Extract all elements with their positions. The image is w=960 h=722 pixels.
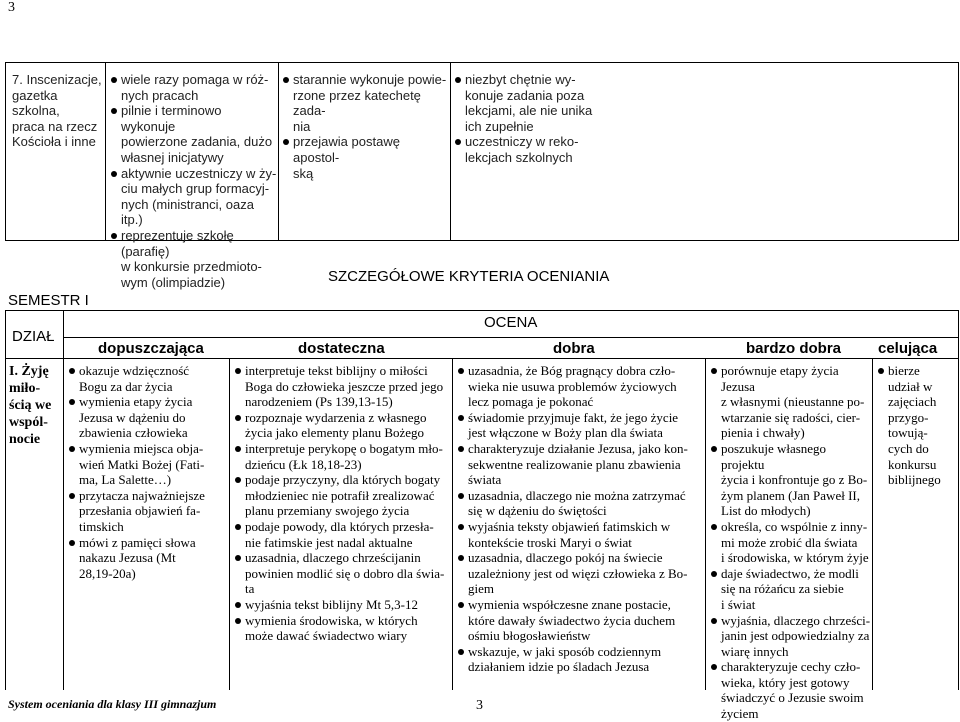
list-item-line: poszukuje własnego projektu bbox=[721, 440, 827, 472]
list-item-line: własnej inicjatywy bbox=[121, 149, 224, 165]
list-item-line: nia bbox=[293, 118, 311, 134]
col-celujaca bbox=[878, 363, 956, 488]
text-line: 7. Inscenizacje, bbox=[12, 72, 102, 87]
bullet-list bbox=[69, 363, 227, 581]
list-item-line: pilnie i terminowo wykonuje bbox=[121, 103, 222, 134]
list-item-line: daje świadectwo, że modli bbox=[721, 565, 859, 581]
list-item-line: powierzone zadania, dużo bbox=[121, 134, 273, 150]
list-item-line: powinien modlić się o dobro dla świa- bbox=[245, 565, 445, 581]
list-item-line: Bogu za dar życia bbox=[79, 378, 173, 394]
col-bardzo-dobra bbox=[711, 363, 871, 722]
list-item-line: wiele razy pomaga w róż- bbox=[121, 72, 269, 87]
list-item-line: biblijnego bbox=[888, 472, 941, 488]
text-line: praca na rzecz bbox=[12, 118, 98, 134]
list-item-line: uczestniczy w reko- bbox=[465, 134, 579, 150]
list-item bbox=[458, 644, 704, 675]
list-item-line: zajęciach bbox=[888, 394, 937, 410]
col-dobra bbox=[458, 363, 704, 675]
top-col4 bbox=[455, 72, 605, 166]
list-item bbox=[69, 363, 227, 394]
list-item bbox=[455, 134, 605, 165]
list-item-line: ich zupełnie bbox=[465, 118, 534, 134]
bullet-list bbox=[235, 363, 451, 644]
list-item-line: może dawać świadectwo wiary bbox=[245, 628, 408, 644]
list-item-line: rzone przez katechetę zada- bbox=[293, 87, 421, 119]
list-item-line: nych pracach bbox=[121, 87, 199, 103]
list-item-line: zbawienia człowieka bbox=[79, 425, 188, 441]
list-item-line: uzależniony jest od więzi człowieka z Bo- bbox=[468, 565, 688, 581]
list-item-line: podaje powody, dla których przesła- bbox=[245, 518, 434, 534]
list-item-line: interpretuje perykopę o bogatym mło- bbox=[245, 440, 443, 456]
list-item bbox=[711, 441, 871, 519]
list-item bbox=[235, 550, 451, 597]
list-item-line: List do młodych) bbox=[721, 503, 811, 519]
list-item-line: 28,19-20a) bbox=[79, 565, 136, 581]
list-item-line: z własnymi (nieustanne po- bbox=[721, 394, 865, 410]
list-item-line: wieka nie usuwa problemów życiowych bbox=[468, 378, 677, 394]
footer-page-number: 3 bbox=[476, 698, 483, 713]
grade-dopuszczajaca: dopuszczająca bbox=[98, 340, 204, 357]
list-item bbox=[458, 550, 704, 597]
text-line: wspól- bbox=[9, 415, 48, 430]
grade-dostateczna: dostateczna bbox=[298, 340, 385, 357]
list-item-line: bierze bbox=[888, 363, 920, 378]
list-item-line: wymienia środowiska, w których bbox=[245, 612, 418, 628]
list-item-line: Jezusa w dążeniu do bbox=[79, 409, 186, 425]
list-item bbox=[111, 228, 277, 290]
list-item bbox=[458, 410, 704, 441]
grade-bardzo-dobra: bardzo dobra bbox=[746, 340, 842, 357]
list-item-line: dzieńcu (Łk 18,18-23) bbox=[245, 456, 362, 472]
list-item bbox=[235, 441, 451, 472]
list-item-line: świata bbox=[468, 472, 502, 488]
list-item bbox=[69, 535, 227, 582]
list-item-line: planu przemiany swojego życia bbox=[245, 503, 410, 519]
list-item-line: janin jest odpowiedzialny za bbox=[721, 628, 870, 644]
list-item bbox=[711, 659, 871, 721]
text-line: Kościoła i inne bbox=[12, 134, 96, 150]
list-item-line: towują- bbox=[888, 425, 928, 441]
list-item-line: ską bbox=[293, 165, 314, 181]
list-item-line: w konkursie przedmioto- bbox=[121, 259, 262, 275]
list-item bbox=[111, 103, 277, 165]
list-item-line: i środowiska, w którym żyje bbox=[721, 550, 869, 566]
list-item bbox=[711, 566, 871, 613]
list-item bbox=[69, 394, 227, 441]
list-item-line: określa, co wspólnie z inny- bbox=[721, 518, 868, 534]
list-item-line: charakteryzuje działanie Jezusa, jako kon- bbox=[468, 440, 688, 456]
text-line: gazetka szkolna, bbox=[12, 87, 60, 119]
text-line: nocie bbox=[9, 432, 41, 447]
text-line: ścią we bbox=[9, 398, 52, 413]
list-item bbox=[235, 597, 451, 613]
list-item bbox=[235, 363, 451, 410]
col-dostateczna bbox=[235, 363, 451, 644]
ocena-label: OCENA bbox=[484, 314, 538, 331]
list-item bbox=[235, 410, 451, 441]
list-item-line: mówi z pamięci słowa bbox=[79, 534, 196, 550]
dzial-label: DZIAŁ bbox=[12, 328, 55, 345]
list-item-line: niezbyt chętnie wy- bbox=[465, 72, 576, 87]
text-line: miło- bbox=[9, 381, 41, 396]
list-item-line: wyjaśnia teksty objawień fatimskich w bbox=[468, 518, 671, 534]
grade-celujaca: celująca bbox=[878, 340, 938, 357]
list-item bbox=[235, 613, 451, 644]
list-item-line: konuje zadania poza bbox=[465, 87, 585, 103]
list-item-line: ma, La Salette…) bbox=[79, 472, 172, 488]
list-item-line: lekcjach szkolnych bbox=[465, 149, 573, 165]
top-col2 bbox=[111, 72, 277, 290]
list-item-line: życia i konfrontuje go z Bo- bbox=[721, 472, 868, 488]
list-item-line: nie fatimskie jest nadal aktualne bbox=[245, 534, 413, 550]
list-item-line: uzasadnia, dlaczego pokój na świecie bbox=[468, 550, 663, 566]
list-item-line: wtarzanie się radości, cier- bbox=[721, 409, 861, 425]
list-item-line: wyjaśnia, dlaczego chrześci- bbox=[721, 612, 871, 628]
list-item-line: które dawały świadectwo życia duchem bbox=[468, 612, 676, 628]
list-item bbox=[458, 441, 704, 488]
list-item-line: wień Matki Bożej (Fati- bbox=[79, 456, 205, 472]
list-item-line: interpretuje tekst biblijny o miłości bbox=[245, 363, 428, 378]
list-item-line: i świat bbox=[721, 596, 756, 612]
list-item-line: jest włączone w Boży plan dla świata bbox=[468, 425, 663, 441]
text-line: I. Żyję bbox=[9, 364, 49, 379]
section-title bbox=[9, 363, 61, 448]
bullet-list bbox=[455, 72, 605, 166]
list-item-line: rozpoznaje wydarzenia z własnego bbox=[245, 409, 427, 425]
semester-label: SEMESTR I bbox=[8, 292, 89, 309]
bullet-list bbox=[711, 363, 871, 722]
list-item-line: udział w bbox=[888, 378, 933, 394]
list-item-line: kontekście troski Maryi o świat bbox=[468, 534, 632, 550]
list-item bbox=[458, 597, 704, 644]
list-item-line: wieka, który jest gotowy bbox=[721, 674, 850, 690]
list-item-line: nakazu Jezusa (Mt bbox=[79, 550, 176, 566]
list-item-line: wymienia miejsca obja- bbox=[79, 440, 204, 456]
list-item bbox=[235, 472, 451, 519]
list-item-line: timskich bbox=[79, 518, 124, 534]
list-item-line: życia jako elementy planu Bożego bbox=[245, 425, 425, 441]
list-item-line: mi może zrobić dla świata bbox=[721, 534, 858, 550]
list-item bbox=[458, 363, 704, 410]
col-dopuszczajaca bbox=[69, 363, 227, 581]
bullet-list bbox=[111, 72, 277, 290]
list-item-line: ciu małych grup formacyj- bbox=[121, 181, 270, 197]
list-item bbox=[69, 441, 227, 488]
list-item-line: ośmiu błogosławieństw bbox=[468, 628, 591, 644]
list-item bbox=[283, 72, 449, 134]
list-item bbox=[69, 488, 227, 535]
list-item-line: wiarę innych bbox=[721, 643, 789, 659]
list-item bbox=[458, 488, 704, 519]
page-number-top: 3 bbox=[8, 0, 15, 15]
list-item-line: porównuje etapy życia Jezusa bbox=[721, 363, 839, 394]
list-item-line: uzasadnia, dlaczego chrześcijanin bbox=[245, 550, 421, 566]
list-item bbox=[711, 613, 871, 660]
list-item-line: wymienia etapy życia bbox=[79, 394, 193, 410]
list-item-line: cych do bbox=[888, 440, 929, 456]
list-item-line: przygo- bbox=[888, 409, 929, 425]
list-item-line: okazuje wdzięczność bbox=[79, 363, 190, 378]
list-item-line: lecz pomaga je pokonać bbox=[468, 394, 594, 410]
list-item-line: lekcjami, ale nie unika bbox=[465, 103, 593, 119]
list-item bbox=[711, 363, 871, 441]
list-item-line: podaje przyczyny, dla których bogaty bbox=[245, 472, 441, 488]
list-item-line: nych (ministranci, oaza itp.) bbox=[121, 196, 254, 228]
list-item-line: się na różańcu za siebie bbox=[721, 581, 844, 597]
list-item-line: wym (olimpiadzie) bbox=[121, 274, 226, 290]
list-item-line: świadomie przyjmuje fakt, że jego życie bbox=[468, 409, 679, 425]
list-item-line: działaniem idzie po śladach Jezusa bbox=[468, 659, 650, 675]
list-item-line: świadczyć o Jezusie swoim bbox=[721, 690, 864, 706]
list-item bbox=[458, 519, 704, 550]
list-item-line: przesłania objawień fa- bbox=[79, 503, 201, 519]
list-item-line: życiem bbox=[721, 706, 759, 722]
list-item-line: wyjaśnia tekst biblijny Mt 5,3-12 bbox=[245, 596, 418, 612]
list-item bbox=[235, 519, 451, 550]
list-item-line: młodzieniec nie potrafił zrealizować bbox=[245, 487, 435, 503]
list-item-line: reprezentuje szkołę (parafię) bbox=[121, 227, 234, 259]
list-item-line: uzasadnia, dlaczego nie można zatrzymać bbox=[468, 487, 686, 503]
list-item-line: wskazuje, w jaki sposób codziennym bbox=[468, 643, 662, 659]
criteria-heading: SZCZEGÓŁOWE KRYTERIA OCENIANIA bbox=[328, 268, 610, 285]
list-item-line: ta bbox=[245, 581, 255, 597]
footer-text: System oceniania dla klasy III gimnazjum bbox=[8, 697, 217, 711]
list-item bbox=[455, 72, 605, 134]
list-item-line: Boga do człowieka jeszcze przed jego bbox=[245, 378, 444, 394]
list-item-line: przytacza najważniejsze bbox=[79, 487, 205, 503]
list-item-line: żym planem (Jan Paweł II, bbox=[721, 487, 860, 503]
list-item-line: aktywnie uczestniczy w ży- bbox=[121, 165, 277, 181]
list-item-line: pienia i chwały) bbox=[721, 425, 805, 441]
list-item-line: wymienia współczesne znane postacie, bbox=[468, 596, 671, 612]
list-item-line: przejawia postawę apostol- bbox=[293, 134, 400, 165]
list-item-line: narodzeniem (Ps 139,13-15) bbox=[245, 394, 393, 410]
list-item-line: się w dążeniu do świętości bbox=[468, 503, 607, 519]
list-item-line: konkursu bbox=[888, 456, 937, 472]
bullet-list bbox=[878, 363, 956, 488]
list-item bbox=[878, 363, 956, 488]
list-item bbox=[711, 519, 871, 566]
top-col1 bbox=[12, 72, 104, 150]
list-item bbox=[111, 166, 277, 228]
list-item-line: sekwentne realizowanie planu zbawienia bbox=[468, 456, 681, 472]
list-item-line: giem bbox=[468, 581, 494, 597]
list-item bbox=[283, 134, 449, 181]
bullet-list bbox=[458, 363, 704, 675]
list-item-line: starannie wykonuje powie- bbox=[293, 72, 447, 87]
bullet-list bbox=[283, 72, 449, 181]
list-item bbox=[111, 72, 277, 103]
list-item-line: charakteryzuje cechy czło- bbox=[721, 659, 861, 675]
grade-dobra: dobra bbox=[553, 340, 595, 357]
list-item-line: uzasadnia, że Bóg pragnący dobra czło- bbox=[468, 363, 676, 378]
top-col3 bbox=[283, 72, 449, 181]
